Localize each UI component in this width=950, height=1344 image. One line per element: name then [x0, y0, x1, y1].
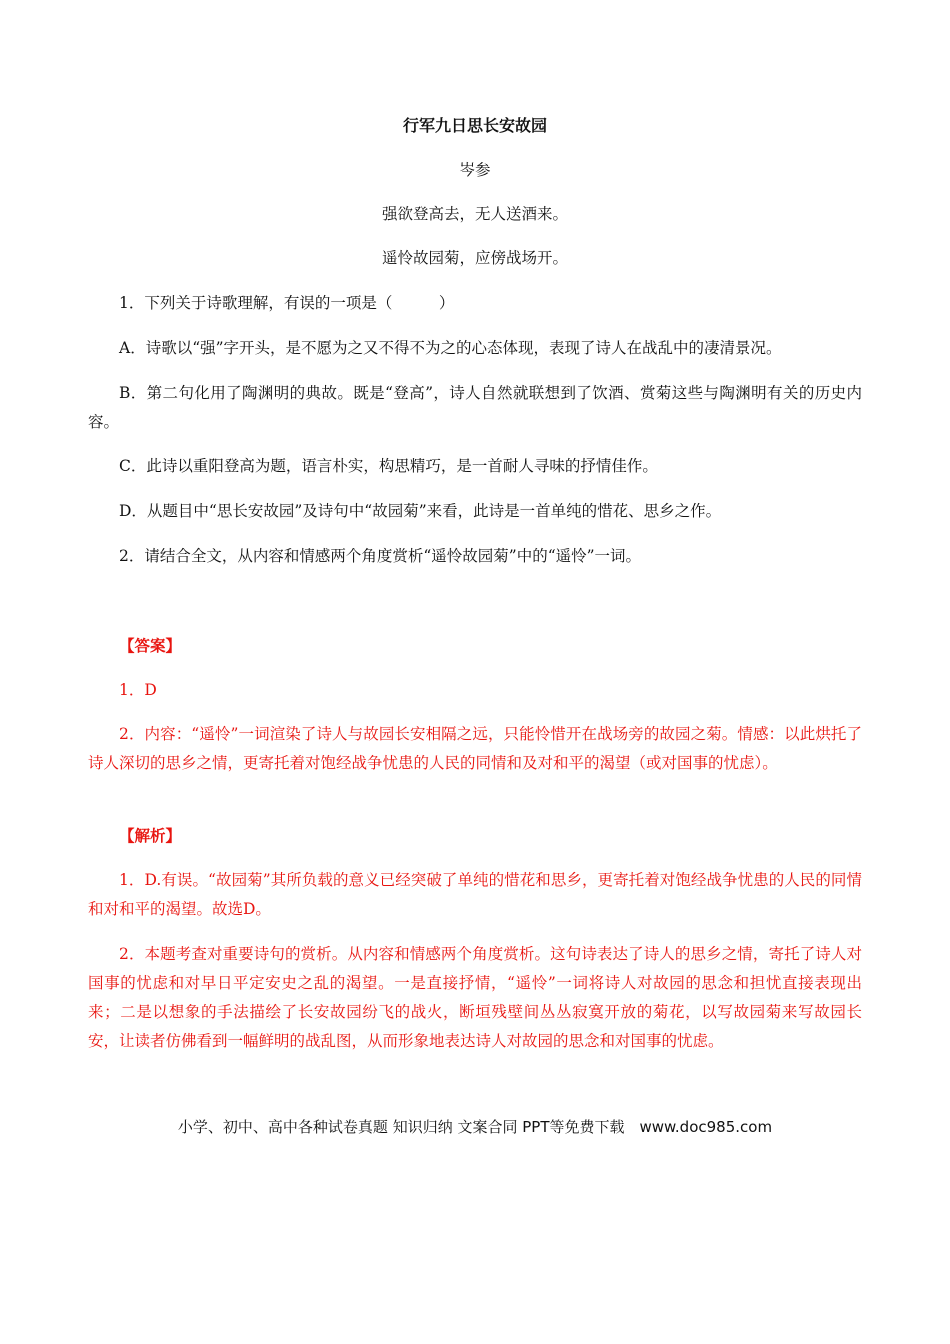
answer-2: 2．内容：“遥怜”一词渲染了诗人与故园长安相隔之远，只能怜惜开在战场旁的故园之菊。情感：以此烘托了诗人深切的思乡之情，更寄托着对饱经战争忧患的人民的同情和及对和平的渴望（或对国事的忧虑）。 [88, 725, 862, 772]
question-1: 1．下列关于诗歌理解，有误的一项是（ ） [119, 294, 455, 312]
answer-1: 1．D [119, 681, 157, 699]
poem-line-2: 遥怜故园菊，应傍战场开。 [381, 249, 568, 267]
analysis-2: 2．本题考查对重要诗句的赏析。从内容和情感两个角度赏析。这句诗表达了诗人的思乡之情，寄托了诗人对国事的忧虑和对早日平定安史之乱的渴望。一是直接抒情，“遥怜”一词将诗人对故园的思念和担忧直接表现出来；二是以想象的手法描绘了长安故园纷飞的战火，断垣残壁间丛丛寂寞开放的菊花，以写故园菊来写故园长安，让读者仿佛看到一幅鲜明的战乱图，从而形象地表达诗人对故园的思念和对国事的忧虑。 [88, 945, 862, 1050]
option-c: C．此诗以重阳登高为题，语言朴实，构思精巧，是一首耐人寻味的抒情佳作。 [119, 457, 658, 475]
poem-title: 行军九日思长安故园 [402, 116, 547, 135]
footer-text: 小学、初中、高中各种试卷真题 知识归纳 文案合同 PPT等免费下载 www.doc985.com [177, 1118, 773, 1136]
answer-heading: 【答案】 [119, 636, 182, 655]
poem-author: 岑参 [459, 161, 491, 179]
option-b: B．第二句化用了陶渊明的典故。既是“登高”，诗人自然就联想到了饮酒、赏菊这些与陶渊明有关的历史内容。 [88, 384, 862, 431]
poem-line-1: 强欲登高去，无人送酒来。 [381, 205, 568, 223]
analysis-heading: 【解析】 [119, 826, 182, 845]
option-a: A．诗歌以“强”字开头，是不愿为之又不得不为之的心态体现，表现了诗人在战乱中的凄清景况。 [119, 339, 782, 357]
analysis-1: 1．D.有误。“故园菊”其所负载的意义已经突破了单纯的惜花和思乡，更寄托着对饱经战争忧患的人民的同情和对和平的渴望。故选D。 [88, 871, 862, 918]
question-2: 2．请结合全文，从内容和情感两个角度赏析“遥怜故园菊”中的“遥怜”一词。 [119, 547, 642, 565]
option-d: D．从题目中“思长安故园”及诗句中“故园菊”来看，此诗是一首单纯的惜花、思乡之作。 [119, 502, 722, 520]
